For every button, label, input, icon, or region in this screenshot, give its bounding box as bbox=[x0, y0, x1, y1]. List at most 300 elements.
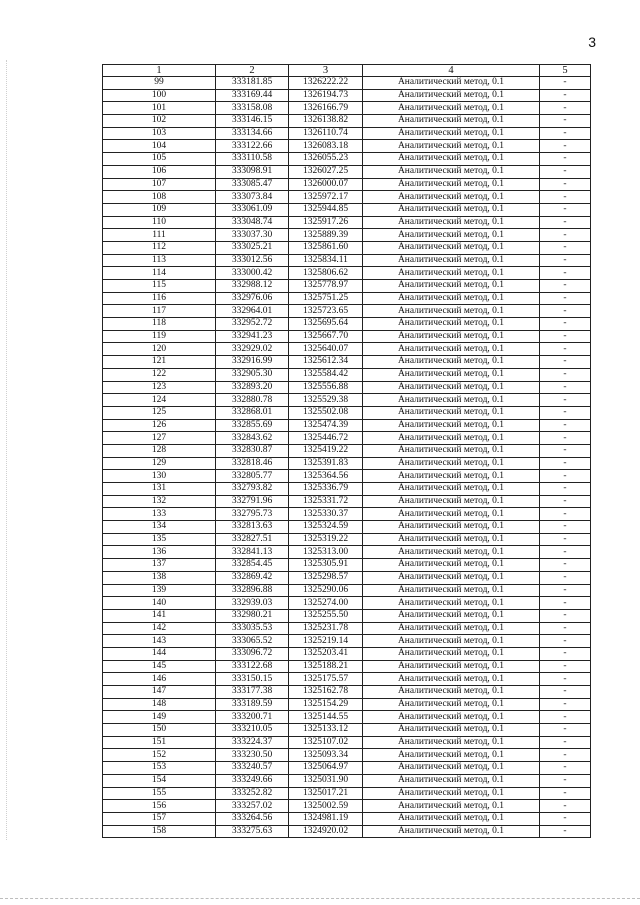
x-coordinate-cell: 332868.01 bbox=[216, 406, 289, 419]
point-number-cell: 126 bbox=[103, 419, 216, 432]
x-coordinate-cell: 332805.77 bbox=[216, 470, 289, 483]
x-coordinate-cell: 332841.13 bbox=[216, 546, 289, 559]
point-number-cell: 102 bbox=[103, 115, 216, 128]
table-row bbox=[103, 254, 591, 267]
table-row bbox=[103, 749, 591, 762]
table-row bbox=[103, 241, 591, 254]
table-row bbox=[103, 597, 591, 610]
method-cell: Аналитический метод, 0.1 bbox=[363, 444, 540, 457]
table-row bbox=[103, 140, 591, 153]
method-cell: Аналитический метод, 0.1 bbox=[363, 749, 540, 762]
x-coordinate-cell: 332988.12 bbox=[216, 280, 289, 293]
note-cell: - bbox=[540, 609, 591, 622]
y-coordinate-cell: 1326222.22 bbox=[289, 77, 363, 90]
table-row bbox=[103, 343, 591, 356]
table-row bbox=[103, 724, 591, 737]
table-row bbox=[103, 381, 591, 394]
y-coordinate-cell: 1325154.29 bbox=[289, 698, 363, 711]
method-cell: Аналитический метод, 0.1 bbox=[363, 800, 540, 813]
note-cell: - bbox=[540, 140, 591, 153]
method-cell: Аналитический метод, 0.1 bbox=[363, 229, 540, 242]
x-coordinate-cell: 333035.53 bbox=[216, 622, 289, 635]
scan-bottom-line bbox=[0, 898, 640, 899]
note-cell: - bbox=[540, 800, 591, 813]
y-coordinate-cell: 1325751.25 bbox=[289, 292, 363, 305]
x-coordinate-cell: 332929.02 bbox=[216, 343, 289, 356]
note-cell: - bbox=[540, 330, 591, 343]
method-cell: Аналитический метод, 0.1 bbox=[363, 812, 540, 825]
method-cell: Аналитический метод, 0.1 bbox=[363, 762, 540, 775]
x-coordinate-cell: 332843.62 bbox=[216, 432, 289, 445]
note-cell: - bbox=[540, 686, 591, 699]
y-coordinate-cell: 1325298.57 bbox=[289, 571, 363, 584]
note-cell: - bbox=[540, 394, 591, 407]
method-cell: Аналитический метод, 0.1 bbox=[363, 711, 540, 724]
y-coordinate-cell: 1325446.72 bbox=[289, 432, 363, 445]
note-cell: - bbox=[540, 432, 591, 445]
note-cell: - bbox=[540, 660, 591, 673]
x-coordinate-cell: 333122.68 bbox=[216, 660, 289, 673]
point-number-cell: 113 bbox=[103, 254, 216, 267]
y-coordinate-cell: 1325640.07 bbox=[289, 343, 363, 356]
point-number-cell: 125 bbox=[103, 406, 216, 419]
method-cell: Аналитический метод, 0.1 bbox=[363, 457, 540, 470]
note-cell: - bbox=[540, 546, 591, 559]
x-coordinate-cell: 332893.20 bbox=[216, 381, 289, 394]
y-coordinate-cell: 1325162.78 bbox=[289, 686, 363, 699]
x-coordinate-cell: 333210.05 bbox=[216, 724, 289, 737]
y-coordinate-cell: 1325889.39 bbox=[289, 229, 363, 242]
x-coordinate-cell: 332793.82 bbox=[216, 483, 289, 496]
method-cell: Аналитический метод, 0.1 bbox=[363, 77, 540, 90]
method-cell: Аналитический метод, 0.1 bbox=[363, 432, 540, 445]
method-cell: Аналитический метод, 0.1 bbox=[363, 622, 540, 635]
point-number-cell: 105 bbox=[103, 153, 216, 166]
method-cell: Аналитический метод, 0.1 bbox=[363, 254, 540, 267]
y-coordinate-cell: 1326055.23 bbox=[289, 153, 363, 166]
note-cell: - bbox=[540, 267, 591, 280]
table-row bbox=[103, 686, 591, 699]
x-coordinate-cell: 332980.21 bbox=[216, 609, 289, 622]
header-col-3: 3 bbox=[289, 65, 363, 77]
x-coordinate-cell: 333169.44 bbox=[216, 89, 289, 102]
x-coordinate-cell: 333224.37 bbox=[216, 736, 289, 749]
note-cell: - bbox=[540, 343, 591, 356]
method-cell: Аналитический метод, 0.1 bbox=[363, 597, 540, 610]
y-coordinate-cell: 1325031.90 bbox=[289, 774, 363, 787]
x-coordinate-cell: 333065.52 bbox=[216, 635, 289, 648]
y-coordinate-cell: 1325319.22 bbox=[289, 533, 363, 546]
note-cell: - bbox=[540, 318, 591, 331]
x-coordinate-cell: 333000.42 bbox=[216, 267, 289, 280]
point-number-cell: 122 bbox=[103, 368, 216, 381]
table-row bbox=[103, 571, 591, 584]
point-number-cell: 133 bbox=[103, 508, 216, 521]
y-coordinate-cell: 1325290.06 bbox=[289, 584, 363, 597]
y-coordinate-cell: 1325944.85 bbox=[289, 203, 363, 216]
y-coordinate-cell: 1325584.42 bbox=[289, 368, 363, 381]
y-coordinate-cell: 1325203.41 bbox=[289, 647, 363, 660]
point-number-cell: 149 bbox=[103, 711, 216, 724]
y-coordinate-cell: 1325305.91 bbox=[289, 559, 363, 572]
point-number-cell: 147 bbox=[103, 686, 216, 699]
method-cell: Аналитический метод, 0.1 bbox=[363, 127, 540, 140]
x-coordinate-cell: 332939.03 bbox=[216, 597, 289, 610]
table-header bbox=[103, 65, 591, 77]
table-row bbox=[103, 673, 591, 686]
note-cell: - bbox=[540, 495, 591, 508]
note-cell: - bbox=[540, 508, 591, 521]
y-coordinate-cell: 1325336.79 bbox=[289, 483, 363, 496]
x-coordinate-cell: 333061.09 bbox=[216, 203, 289, 216]
x-coordinate-cell: 333037.30 bbox=[216, 229, 289, 242]
header-col-2: 2 bbox=[216, 65, 289, 77]
y-coordinate-cell: 1326110.74 bbox=[289, 127, 363, 140]
method-cell: Аналитический метод, 0.1 bbox=[363, 698, 540, 711]
point-number-cell: 99 bbox=[103, 77, 216, 90]
table-row bbox=[103, 635, 591, 648]
x-coordinate-cell: 332830.87 bbox=[216, 444, 289, 457]
note-cell: - bbox=[540, 673, 591, 686]
y-coordinate-cell: 1326027.25 bbox=[289, 165, 363, 178]
method-cell: Аналитический метод, 0.1 bbox=[363, 394, 540, 407]
method-cell: Аналитический метод, 0.1 bbox=[363, 546, 540, 559]
y-coordinate-cell: 1325778.97 bbox=[289, 280, 363, 293]
y-coordinate-cell: 1325502.08 bbox=[289, 406, 363, 419]
note-cell: - bbox=[540, 470, 591, 483]
method-cell: Аналитический метод, 0.1 bbox=[363, 774, 540, 787]
point-number-cell: 156 bbox=[103, 800, 216, 813]
y-coordinate-cell: 1325064.97 bbox=[289, 762, 363, 775]
x-coordinate-cell: 333264.56 bbox=[216, 812, 289, 825]
y-coordinate-cell: 1325330.37 bbox=[289, 508, 363, 521]
note-cell: - bbox=[540, 191, 591, 204]
point-number-cell: 153 bbox=[103, 762, 216, 775]
y-coordinate-cell: 1325834.11 bbox=[289, 254, 363, 267]
x-coordinate-cell: 333249.66 bbox=[216, 774, 289, 787]
note-cell: - bbox=[540, 762, 591, 775]
y-coordinate-cell: 1325861.60 bbox=[289, 241, 363, 254]
y-coordinate-cell: 1324920.02 bbox=[289, 825, 363, 838]
method-cell: Аналитический метод, 0.1 bbox=[363, 178, 540, 191]
point-number-cell: 138 bbox=[103, 571, 216, 584]
table-row bbox=[103, 647, 591, 660]
method-cell: Аналитический метод, 0.1 bbox=[363, 584, 540, 597]
header-col-5: 5 bbox=[540, 65, 591, 77]
point-number-cell: 141 bbox=[103, 609, 216, 622]
method-cell: Аналитический метод, 0.1 bbox=[363, 381, 540, 394]
note-cell: - bbox=[540, 153, 591, 166]
y-coordinate-cell: 1326083.18 bbox=[289, 140, 363, 153]
note-cell: - bbox=[540, 622, 591, 635]
x-coordinate-cell: 333177.38 bbox=[216, 686, 289, 699]
x-coordinate-cell: 333158.08 bbox=[216, 102, 289, 115]
method-cell: Аналитический метод, 0.1 bbox=[363, 102, 540, 115]
method-cell: Аналитический метод, 0.1 bbox=[363, 635, 540, 648]
note-cell: - bbox=[540, 115, 591, 128]
point-number-cell: 150 bbox=[103, 724, 216, 737]
method-cell: Аналитический метод, 0.1 bbox=[363, 724, 540, 737]
y-coordinate-cell: 1325917.26 bbox=[289, 216, 363, 229]
x-coordinate-cell: 333240.57 bbox=[216, 762, 289, 775]
x-coordinate-cell: 333073.84 bbox=[216, 191, 289, 204]
point-number-cell: 118 bbox=[103, 318, 216, 331]
y-coordinate-cell: 1325133.12 bbox=[289, 724, 363, 737]
table-row bbox=[103, 305, 591, 318]
x-coordinate-cell: 332941.23 bbox=[216, 330, 289, 343]
header-col-1: 1 bbox=[103, 65, 216, 77]
x-coordinate-cell: 333012.56 bbox=[216, 254, 289, 267]
point-number-cell: 131 bbox=[103, 483, 216, 496]
note-cell: - bbox=[540, 280, 591, 293]
x-coordinate-cell: 332896.88 bbox=[216, 584, 289, 597]
note-cell: - bbox=[540, 774, 591, 787]
x-coordinate-cell: 332905.30 bbox=[216, 368, 289, 381]
table-row bbox=[103, 127, 591, 140]
note-cell: - bbox=[540, 533, 591, 546]
point-number-cell: 107 bbox=[103, 178, 216, 191]
note-cell: - bbox=[540, 203, 591, 216]
point-number-cell: 134 bbox=[103, 521, 216, 534]
y-coordinate-cell: 1325002.59 bbox=[289, 800, 363, 813]
point-number-cell: 132 bbox=[103, 495, 216, 508]
method-cell: Аналитический метод, 0.1 bbox=[363, 305, 540, 318]
method-cell: Аналитический метод, 0.1 bbox=[363, 660, 540, 673]
table-row bbox=[103, 774, 591, 787]
point-number-cell: 120 bbox=[103, 343, 216, 356]
x-coordinate-cell: 332880.78 bbox=[216, 394, 289, 407]
point-number-cell: 119 bbox=[103, 330, 216, 343]
x-coordinate-cell: 332952.72 bbox=[216, 318, 289, 331]
method-cell: Аналитический метод, 0.1 bbox=[363, 521, 540, 534]
point-number-cell: 144 bbox=[103, 647, 216, 660]
x-coordinate-cell: 333096.72 bbox=[216, 647, 289, 660]
point-number-cell: 104 bbox=[103, 140, 216, 153]
note-cell: - bbox=[540, 812, 591, 825]
table-row bbox=[103, 203, 591, 216]
coordinates-table bbox=[102, 64, 591, 838]
y-coordinate-cell: 1325419.22 bbox=[289, 444, 363, 457]
y-coordinate-cell: 1325144.55 bbox=[289, 711, 363, 724]
y-coordinate-cell: 1325474.39 bbox=[289, 419, 363, 432]
y-coordinate-cell: 1326000.07 bbox=[289, 178, 363, 191]
x-coordinate-cell: 333048.74 bbox=[216, 216, 289, 229]
method-cell: Аналитический метод, 0.1 bbox=[363, 495, 540, 508]
note-cell: - bbox=[540, 635, 591, 648]
table-row bbox=[103, 77, 591, 90]
x-coordinate-cell: 333025.21 bbox=[216, 241, 289, 254]
y-coordinate-cell: 1325093.34 bbox=[289, 749, 363, 762]
method-cell: Аналитический метод, 0.1 bbox=[363, 609, 540, 622]
point-number-cell: 135 bbox=[103, 533, 216, 546]
table-row bbox=[103, 495, 591, 508]
x-coordinate-cell: 332855.69 bbox=[216, 419, 289, 432]
method-cell: Аналитический метод, 0.1 bbox=[363, 686, 540, 699]
method-cell: Аналитический метод, 0.1 bbox=[363, 165, 540, 178]
method-cell: Аналитический метод, 0.1 bbox=[363, 647, 540, 660]
note-cell: - bbox=[540, 457, 591, 470]
method-cell: Аналитический метод, 0.1 bbox=[363, 115, 540, 128]
x-coordinate-cell: 333200.71 bbox=[216, 711, 289, 724]
note-cell: - bbox=[540, 305, 591, 318]
y-coordinate-cell: 1326194.73 bbox=[289, 89, 363, 102]
x-coordinate-cell: 332976.06 bbox=[216, 292, 289, 305]
x-coordinate-cell: 333122.66 bbox=[216, 140, 289, 153]
point-number-cell: 112 bbox=[103, 241, 216, 254]
point-number-cell: 114 bbox=[103, 267, 216, 280]
x-coordinate-cell: 333098.91 bbox=[216, 165, 289, 178]
method-cell: Аналитический метод, 0.1 bbox=[363, 241, 540, 254]
table-row bbox=[103, 546, 591, 559]
note-cell: - bbox=[540, 356, 591, 369]
note-cell: - bbox=[540, 165, 591, 178]
table-row bbox=[103, 483, 591, 496]
point-number-cell: 139 bbox=[103, 584, 216, 597]
x-coordinate-cell: 333110.58 bbox=[216, 153, 289, 166]
x-coordinate-cell: 332916.99 bbox=[216, 356, 289, 369]
table-body bbox=[103, 77, 591, 838]
x-coordinate-cell: 333150.15 bbox=[216, 673, 289, 686]
point-number-cell: 121 bbox=[103, 356, 216, 369]
x-coordinate-cell: 333085.47 bbox=[216, 178, 289, 191]
point-number-cell: 128 bbox=[103, 444, 216, 457]
table-row bbox=[103, 406, 591, 419]
point-number-cell: 151 bbox=[103, 736, 216, 749]
y-coordinate-cell: 1325391.83 bbox=[289, 457, 363, 470]
table-row bbox=[103, 89, 591, 102]
method-cell: Аналитический метод, 0.1 bbox=[363, 191, 540, 204]
table-row bbox=[103, 508, 591, 521]
table-row bbox=[103, 419, 591, 432]
table-row bbox=[103, 559, 591, 572]
point-number-cell: 123 bbox=[103, 381, 216, 394]
point-number-cell: 152 bbox=[103, 749, 216, 762]
point-number-cell: 110 bbox=[103, 216, 216, 229]
table-row bbox=[103, 698, 591, 711]
note-cell: - bbox=[540, 216, 591, 229]
method-cell: Аналитический метод, 0.1 bbox=[363, 216, 540, 229]
x-coordinate-cell: 332964.01 bbox=[216, 305, 289, 318]
point-number-cell: 101 bbox=[103, 102, 216, 115]
y-coordinate-cell: 1325017.21 bbox=[289, 787, 363, 800]
table-row bbox=[103, 368, 591, 381]
y-coordinate-cell: 1325667.70 bbox=[289, 330, 363, 343]
note-cell: - bbox=[540, 749, 591, 762]
method-cell: Аналитический метод, 0.1 bbox=[363, 343, 540, 356]
point-number-cell: 111 bbox=[103, 229, 216, 242]
method-cell: Аналитический метод, 0.1 bbox=[363, 419, 540, 432]
y-coordinate-cell: 1325175.57 bbox=[289, 673, 363, 686]
x-coordinate-cell: 333252.82 bbox=[216, 787, 289, 800]
point-number-cell: 100 bbox=[103, 89, 216, 102]
y-coordinate-cell: 1325364.56 bbox=[289, 470, 363, 483]
method-cell: Аналитический метод, 0.1 bbox=[363, 736, 540, 749]
method-cell: Аналитический метод, 0.1 bbox=[363, 330, 540, 343]
point-number-cell: 157 bbox=[103, 812, 216, 825]
note-cell: - bbox=[540, 825, 591, 838]
point-number-cell: 116 bbox=[103, 292, 216, 305]
table-row bbox=[103, 787, 591, 800]
method-cell: Аналитический метод, 0.1 bbox=[363, 508, 540, 521]
table-row bbox=[103, 394, 591, 407]
table-row bbox=[103, 191, 591, 204]
page-number: 3 bbox=[588, 34, 596, 50]
note-cell: - bbox=[540, 127, 591, 140]
note-cell: - bbox=[540, 571, 591, 584]
x-coordinate-cell: 332818.46 bbox=[216, 457, 289, 470]
point-number-cell: 124 bbox=[103, 394, 216, 407]
method-cell: Аналитический метод, 0.1 bbox=[363, 267, 540, 280]
x-coordinate-cell: 333189.59 bbox=[216, 698, 289, 711]
method-cell: Аналитический метод, 0.1 bbox=[363, 571, 540, 584]
y-coordinate-cell: 1326166.79 bbox=[289, 102, 363, 115]
method-cell: Аналитический метод, 0.1 bbox=[363, 140, 540, 153]
point-number-cell: 108 bbox=[103, 191, 216, 204]
table-row bbox=[103, 216, 591, 229]
y-coordinate-cell: 1324981.19 bbox=[289, 812, 363, 825]
note-cell: - bbox=[540, 292, 591, 305]
point-number-cell: 136 bbox=[103, 546, 216, 559]
note-cell: - bbox=[540, 406, 591, 419]
note-cell: - bbox=[540, 647, 591, 660]
method-cell: Аналитический метод, 0.1 bbox=[363, 356, 540, 369]
note-cell: - bbox=[540, 698, 591, 711]
note-cell: - bbox=[540, 241, 591, 254]
y-coordinate-cell: 1325806.62 bbox=[289, 267, 363, 280]
point-number-cell: 106 bbox=[103, 165, 216, 178]
point-number-cell: 148 bbox=[103, 698, 216, 711]
point-number-cell: 143 bbox=[103, 635, 216, 648]
y-coordinate-cell: 1325274.00 bbox=[289, 597, 363, 610]
y-coordinate-cell: 1326138.82 bbox=[289, 115, 363, 128]
method-cell: Аналитический метод, 0.1 bbox=[363, 292, 540, 305]
y-coordinate-cell: 1325723.65 bbox=[289, 305, 363, 318]
table-row bbox=[103, 178, 591, 191]
y-coordinate-cell: 1325695.64 bbox=[289, 318, 363, 331]
method-cell: Аналитический метод, 0.1 bbox=[363, 470, 540, 483]
point-number-cell: 155 bbox=[103, 787, 216, 800]
point-number-cell: 130 bbox=[103, 470, 216, 483]
table-row bbox=[103, 825, 591, 838]
table-row bbox=[103, 660, 591, 673]
x-coordinate-cell: 333181.85 bbox=[216, 77, 289, 90]
table-row bbox=[103, 609, 591, 622]
method-cell: Аналитический метод, 0.1 bbox=[363, 89, 540, 102]
method-cell: Аналитический метод, 0.1 bbox=[363, 153, 540, 166]
x-coordinate-cell: 333134.66 bbox=[216, 127, 289, 140]
table-row bbox=[103, 521, 591, 534]
x-coordinate-cell: 332869.42 bbox=[216, 571, 289, 584]
table-row bbox=[103, 292, 591, 305]
y-coordinate-cell: 1325313.00 bbox=[289, 546, 363, 559]
note-cell: - bbox=[540, 597, 591, 610]
point-number-cell: 145 bbox=[103, 660, 216, 673]
point-number-cell: 127 bbox=[103, 432, 216, 445]
x-coordinate-cell: 332854.45 bbox=[216, 559, 289, 572]
x-coordinate-cell: 333146.15 bbox=[216, 115, 289, 128]
table-row bbox=[103, 356, 591, 369]
point-number-cell: 115 bbox=[103, 280, 216, 293]
table-row bbox=[103, 470, 591, 483]
table-row bbox=[103, 153, 591, 166]
x-coordinate-cell: 332813.63 bbox=[216, 521, 289, 534]
table-row bbox=[103, 711, 591, 724]
table-row bbox=[103, 444, 591, 457]
note-cell: - bbox=[540, 483, 591, 496]
scan-edge-mark bbox=[6, 60, 8, 840]
method-cell: Аналитический метод, 0.1 bbox=[363, 533, 540, 546]
table-row bbox=[103, 102, 591, 115]
